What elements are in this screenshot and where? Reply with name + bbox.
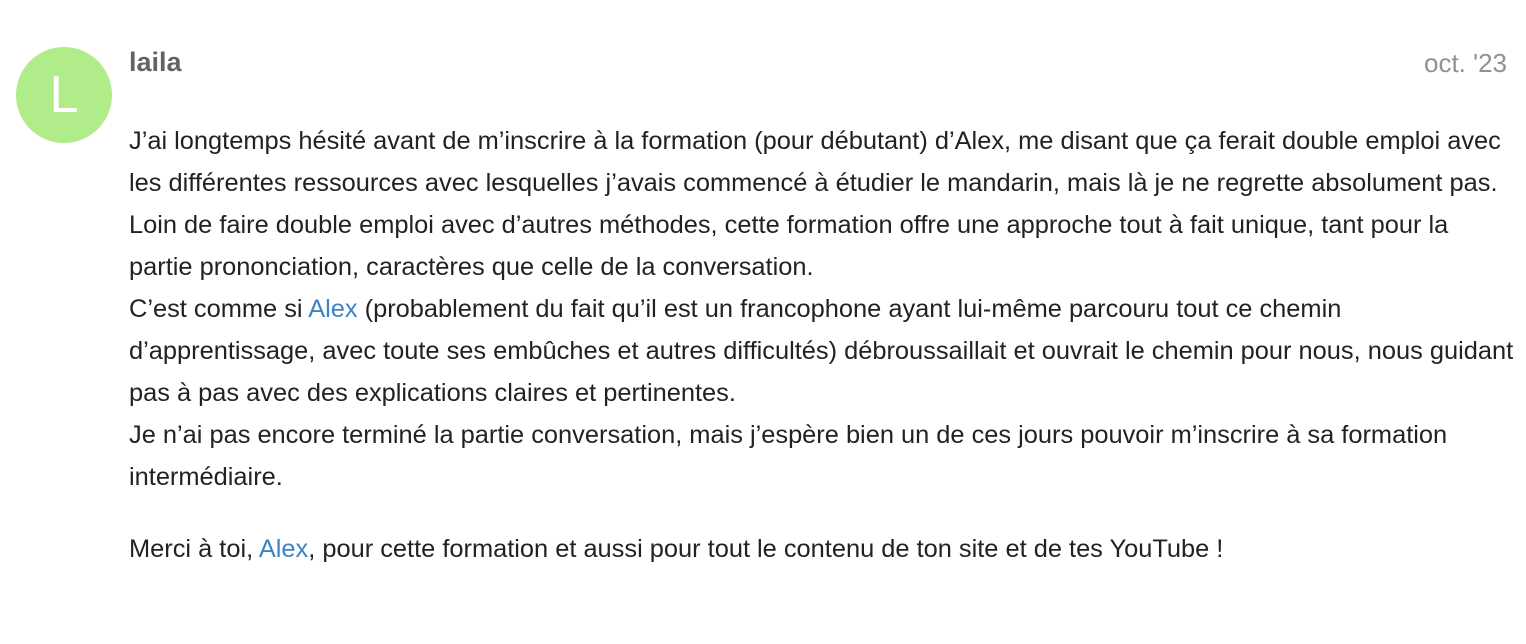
- post-line-2: Loin de faire double emploi avec d’autres méthodes, cette formation offre une approche tout à fait unique, tant pour la partie prononciation, caractères que celle de la conversation.: [129, 211, 1449, 281]
- alex-link-2[interactable]: Alex: [258, 535, 309, 563]
- post-date[interactable]: oct. '23: [1423, 48, 1507, 78]
- alex-link-1[interactable]: Alex: [308, 295, 358, 323]
- post-line-3-start: C’est comme si: [129, 295, 309, 323]
- post-paragraph-2: [129, 528, 1514, 570]
- post-body: [129, 120, 1514, 570]
- post-thanks-start: Merci à toi,: [129, 535, 259, 563]
- post-thanks-end: , pour cette formation et aussi pour tout le contenu de ton site et de tes YouTube !: [308, 535, 1224, 563]
- post-line-4: Je n’ai pas encore terminé la partie conversation, mais j’espère bien un de ces jours pouvoir m’inscrire à sa formation intermédiaire.: [129, 421, 1448, 491]
- post-username[interactable]: laila: [129, 47, 182, 77]
- post-line-1: J’ai longtemps hésité avant de m’inscrire à la formation (pour débutant) d’Alex, me disant que ça ferait double emploi avec les différentes ressources avec lesquelles j’avais commencé à étudier le mandarin, mais là je ne regrette absolument pas.: [129, 127, 1501, 197]
- post-paragraph-1: [129, 120, 1514, 498]
- post-line-3-end: (probablement du fait qu’il est un francophone ayant lui-même parcouru tout ce chemin d’apprentissage, avec toute ses embûches et autres difficultés) débroussaillait et ouvrait le chemin pour nous, nous guidant pas à pas avec des explications claires et pertinentes.: [129, 295, 1514, 407]
- user-avatar[interactable]: L: [16, 47, 112, 143]
